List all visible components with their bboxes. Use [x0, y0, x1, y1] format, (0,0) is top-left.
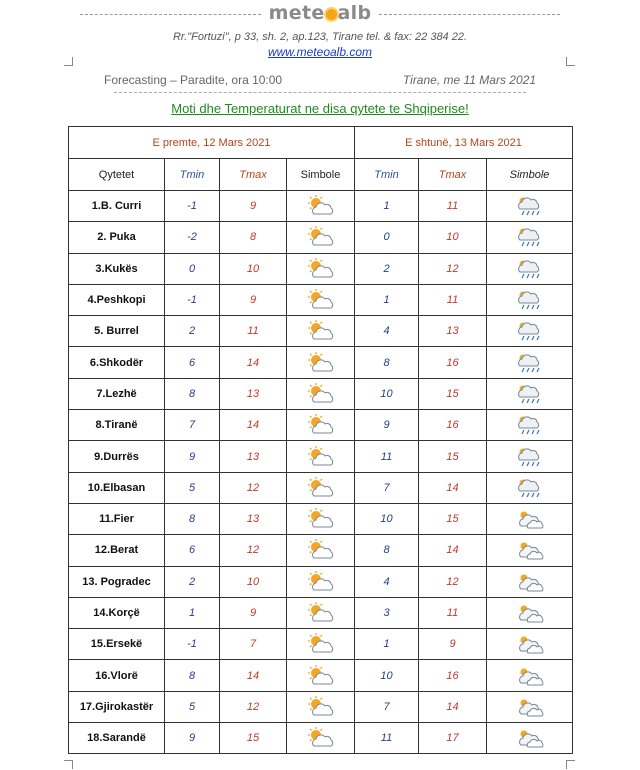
crop-mark-bottom-right	[566, 760, 575, 769]
col-symbol2-header: Simbole	[487, 159, 573, 191]
tmin-day2: 7	[355, 472, 419, 503]
tmax-day1: 12	[220, 535, 287, 566]
city-name: 5. Burrel	[69, 316, 165, 347]
table-row	[69, 535, 573, 566]
crop-mark-top-left	[64, 57, 73, 66]
rain-cloud-icon	[514, 352, 546, 374]
symbol-day2	[487, 691, 573, 722]
rain-cloud-icon	[514, 258, 546, 280]
tmin-day1: 6	[165, 535, 220, 566]
col-tmax1-header: Tmax	[220, 159, 287, 191]
symbol-day2	[487, 410, 573, 441]
tmin-day2: 8	[355, 347, 419, 378]
logo-row	[80, 3, 560, 23]
symbol-day2	[487, 222, 573, 253]
table-row	[69, 253, 573, 284]
tmax-day1: 14	[220, 347, 287, 378]
symbol-day1	[287, 222, 355, 253]
tmin-day1: 7	[165, 410, 220, 441]
crop-mark-top-right	[566, 57, 575, 66]
tmax-day1: 15	[220, 723, 287, 754]
rain-cloud-icon	[514, 320, 546, 342]
tmax-day1: 9	[220, 597, 287, 628]
header-dash-left	[80, 14, 261, 15]
symbol-day2	[487, 191, 573, 222]
city-name: 13. Pogradec	[69, 566, 165, 597]
table-row	[69, 566, 573, 597]
tmin-day2: 10	[355, 660, 419, 691]
tmin-day1: -1	[165, 284, 220, 315]
forecast-table	[68, 126, 573, 754]
partly-cloudy-icon	[305, 633, 337, 655]
tmax-day1: 11	[220, 316, 287, 347]
tmax-day2: 9	[419, 629, 487, 660]
table-row	[69, 503, 573, 534]
symbol-day2	[487, 378, 573, 409]
table-row	[69, 472, 573, 503]
tmin-day1: 9	[165, 441, 220, 472]
tmax-day2: 15	[419, 441, 487, 472]
col-tmax2-header: Tmax	[419, 159, 487, 191]
partly-cloudy-icon	[305, 289, 337, 311]
tmax-day1: 8	[220, 222, 287, 253]
tmax-day2: 16	[419, 660, 487, 691]
cloudy-icon	[514, 633, 546, 655]
tmin-day2: 11	[355, 441, 419, 472]
table-row	[69, 691, 573, 722]
partly-cloudy-icon	[305, 446, 337, 468]
symbol-day2	[487, 535, 573, 566]
tmin-day2: 7	[355, 691, 419, 722]
tmin-day2: 4	[355, 316, 419, 347]
tmin-day2: 10	[355, 503, 419, 534]
table-row	[69, 410, 573, 441]
tmax-day1: 12	[220, 691, 287, 722]
city-name: 6.Shkodër	[69, 347, 165, 378]
tmax-day2: 16	[419, 347, 487, 378]
city-name: 11.Fier	[69, 503, 165, 534]
symbol-day1	[287, 284, 355, 315]
tmin-day1: 5	[165, 691, 220, 722]
partly-cloudy-icon	[305, 352, 337, 374]
table-row	[69, 597, 573, 628]
logo-sun-icon	[326, 9, 337, 20]
tmin-day2: 4	[355, 566, 419, 597]
symbol-day1	[287, 723, 355, 754]
tmax-day2: 12	[419, 253, 487, 284]
tmin-day2: 2	[355, 253, 419, 284]
city-name: 14.Korçë	[69, 597, 165, 628]
partly-cloudy-icon	[305, 571, 337, 593]
tmin-day1: -1	[165, 191, 220, 222]
tmin-day1: 1	[165, 597, 220, 628]
tmin-day2: 9	[355, 410, 419, 441]
col-tmin1-header: Tmin	[165, 159, 220, 191]
tmax-day2: 14	[419, 535, 487, 566]
col-city-header: Qytetet	[69, 159, 165, 191]
header-dash-right	[379, 14, 560, 15]
symbol-day1	[287, 253, 355, 284]
tmin-day2: 11	[355, 723, 419, 754]
cloudy-icon	[514, 696, 546, 718]
city-name: 16.Vlorë	[69, 660, 165, 691]
tmin-day1: 2	[165, 316, 220, 347]
symbol-day1	[287, 472, 355, 503]
symbol-day1	[287, 535, 355, 566]
tmin-day2: 8	[355, 535, 419, 566]
tmax-day1: 14	[220, 410, 287, 441]
tmax-day1: 9	[220, 191, 287, 222]
tmax-day1: 10	[220, 253, 287, 284]
city-name: 15.Ersekë	[69, 629, 165, 660]
tmin-day1: 5	[165, 472, 220, 503]
tmin-day1: 8	[165, 378, 220, 409]
partly-cloudy-icon	[305, 383, 337, 405]
city-name: 8.Tiranë	[69, 410, 165, 441]
partly-cloudy-icon	[305, 696, 337, 718]
city-name: 17.Gjirokastër	[69, 691, 165, 722]
city-name: 7.Lezhë	[69, 378, 165, 409]
symbol-day1	[287, 347, 355, 378]
tmax-day2: 15	[419, 378, 487, 409]
tmin-day1: -1	[165, 629, 220, 660]
symbol-day2	[487, 284, 573, 315]
day2-header: E shtunë, 13 Mars 2021	[355, 127, 573, 159]
city-name: 4.Peshkopi	[69, 284, 165, 315]
logo-text-right: alb	[337, 2, 372, 24]
tmax-day2: 12	[419, 566, 487, 597]
table-row	[69, 222, 573, 253]
symbol-day2	[487, 347, 573, 378]
symbol-day1	[287, 660, 355, 691]
city-name: 12.Berat	[69, 535, 165, 566]
partly-cloudy-icon	[305, 727, 337, 749]
divider-rule	[114, 92, 526, 93]
rain-cloud-icon	[514, 446, 546, 468]
tmax-day2: 14	[419, 472, 487, 503]
city-name: 1.B. Curri	[69, 191, 165, 222]
symbol-day1	[287, 316, 355, 347]
table-body	[69, 191, 573, 754]
symbol-day2	[487, 441, 573, 472]
tmax-day1: 12	[220, 472, 287, 503]
tmax-day2: 14	[419, 691, 487, 722]
cloudy-icon	[514, 602, 546, 624]
partly-cloudy-icon	[305, 477, 337, 499]
symbol-day2	[487, 566, 573, 597]
symbol-day1	[287, 629, 355, 660]
symbol-day2	[487, 253, 573, 284]
tmax-day1: 13	[220, 441, 287, 472]
cloudy-icon	[514, 727, 546, 749]
table-row	[69, 660, 573, 691]
symbol-day2	[487, 597, 573, 628]
table-row	[69, 191, 573, 222]
rain-cloud-icon	[514, 226, 546, 248]
partly-cloudy-icon	[305, 258, 337, 280]
tmax-day2: 16	[419, 410, 487, 441]
cloudy-icon	[514, 508, 546, 530]
col-tmin2-header: Tmin	[355, 159, 419, 191]
tmin-day1: -2	[165, 222, 220, 253]
website-link[interactable]: www.meteoalb.com	[267, 45, 373, 59]
tmin-day1: 6	[165, 347, 220, 378]
tmax-day1: 13	[220, 503, 287, 534]
symbol-day2	[487, 660, 573, 691]
partly-cloudy-icon	[305, 539, 337, 561]
symbol-day1	[287, 441, 355, 472]
tmax-day1: 14	[220, 660, 287, 691]
tmax-day2: 10	[419, 222, 487, 253]
col-symbol1-header: Simbole	[287, 159, 355, 191]
day1-header: E premte, 12 Mars 2021	[69, 127, 355, 159]
crop-mark-bottom-left	[64, 760, 73, 769]
rain-cloud-icon	[514, 414, 546, 436]
partly-cloudy-icon	[305, 414, 337, 436]
tmin-day2: 1	[355, 284, 419, 315]
tmax-day2: 17	[419, 723, 487, 754]
table-row	[69, 316, 573, 347]
cloudy-icon	[514, 539, 546, 561]
symbol-day2	[487, 503, 573, 534]
partly-cloudy-icon	[305, 665, 337, 687]
table-row	[69, 441, 573, 472]
city-name: 3.Kukës	[69, 253, 165, 284]
tmax-day2: 11	[419, 284, 487, 315]
table-row	[69, 284, 573, 315]
partly-cloudy-icon	[305, 508, 337, 530]
table-row	[69, 347, 573, 378]
tmin-day2: 3	[355, 597, 419, 628]
date-place: Tirane, me 11 Mars 2021	[402, 73, 536, 87]
tmin-day2: 1	[355, 191, 419, 222]
partly-cloudy-icon	[305, 602, 337, 624]
symbol-day1	[287, 566, 355, 597]
address-line: Rr."Fortuzi", p 33, sh. 2, ap.123, Tirane tel. & fax: 22 384 22.	[172, 31, 468, 43]
symbol-day1	[287, 691, 355, 722]
tmax-day2: 15	[419, 503, 487, 534]
partly-cloudy-icon	[305, 320, 337, 342]
tmin-day1: 2	[165, 566, 220, 597]
tmax-day2: 11	[419, 191, 487, 222]
tmin-day2: 1	[355, 629, 419, 660]
partly-cloudy-icon	[305, 226, 337, 248]
rain-cloud-icon	[514, 289, 546, 311]
tmax-day2: 13	[419, 316, 487, 347]
column-header-row	[69, 159, 573, 191]
tmin-day1: 0	[165, 253, 220, 284]
tmax-day1: 9	[220, 284, 287, 315]
table-row	[69, 723, 573, 754]
tmax-day1: 13	[220, 378, 287, 409]
tmin-day2: 0	[355, 222, 419, 253]
symbol-day1	[287, 503, 355, 534]
tmin-day1: 8	[165, 503, 220, 534]
table-row	[69, 629, 573, 660]
table-row	[69, 378, 573, 409]
symbol-day2	[487, 629, 573, 660]
tmin-day2: 10	[355, 378, 419, 409]
symbol-day1	[287, 378, 355, 409]
tmax-day2: 11	[419, 597, 487, 628]
city-name: 9.Durrës	[69, 441, 165, 472]
forecast-label: Forecasting – Paradite, ora 10:00	[104, 73, 283, 87]
tmax-day1: 10	[220, 566, 287, 597]
symbol-day1	[287, 410, 355, 441]
tmin-day1: 9	[165, 723, 220, 754]
symbol-day1	[287, 191, 355, 222]
symbol-day2	[487, 316, 573, 347]
symbol-day2	[487, 723, 573, 754]
rain-cloud-icon	[514, 383, 546, 405]
cloudy-icon	[514, 571, 546, 593]
partly-cloudy-icon	[305, 195, 337, 217]
symbol-day2	[487, 472, 573, 503]
city-name: 18.Sarandë	[69, 723, 165, 754]
page-title: Moti dhe Temperaturat ne disa qytete te Shqiperise!	[171, 101, 469, 116]
rain-cloud-icon	[514, 477, 546, 499]
day-header-row	[69, 127, 573, 159]
logo-text-left: mete	[268, 2, 325, 24]
city-name: 10.Elbasan	[69, 472, 165, 503]
meteoalb-logo	[269, 2, 372, 24]
city-name: 2. Puka	[69, 222, 165, 253]
rain-cloud-icon	[514, 195, 546, 217]
symbol-day1	[287, 597, 355, 628]
cloudy-icon	[514, 665, 546, 687]
tmin-day1: 8	[165, 660, 220, 691]
tmax-day1: 7	[220, 629, 287, 660]
